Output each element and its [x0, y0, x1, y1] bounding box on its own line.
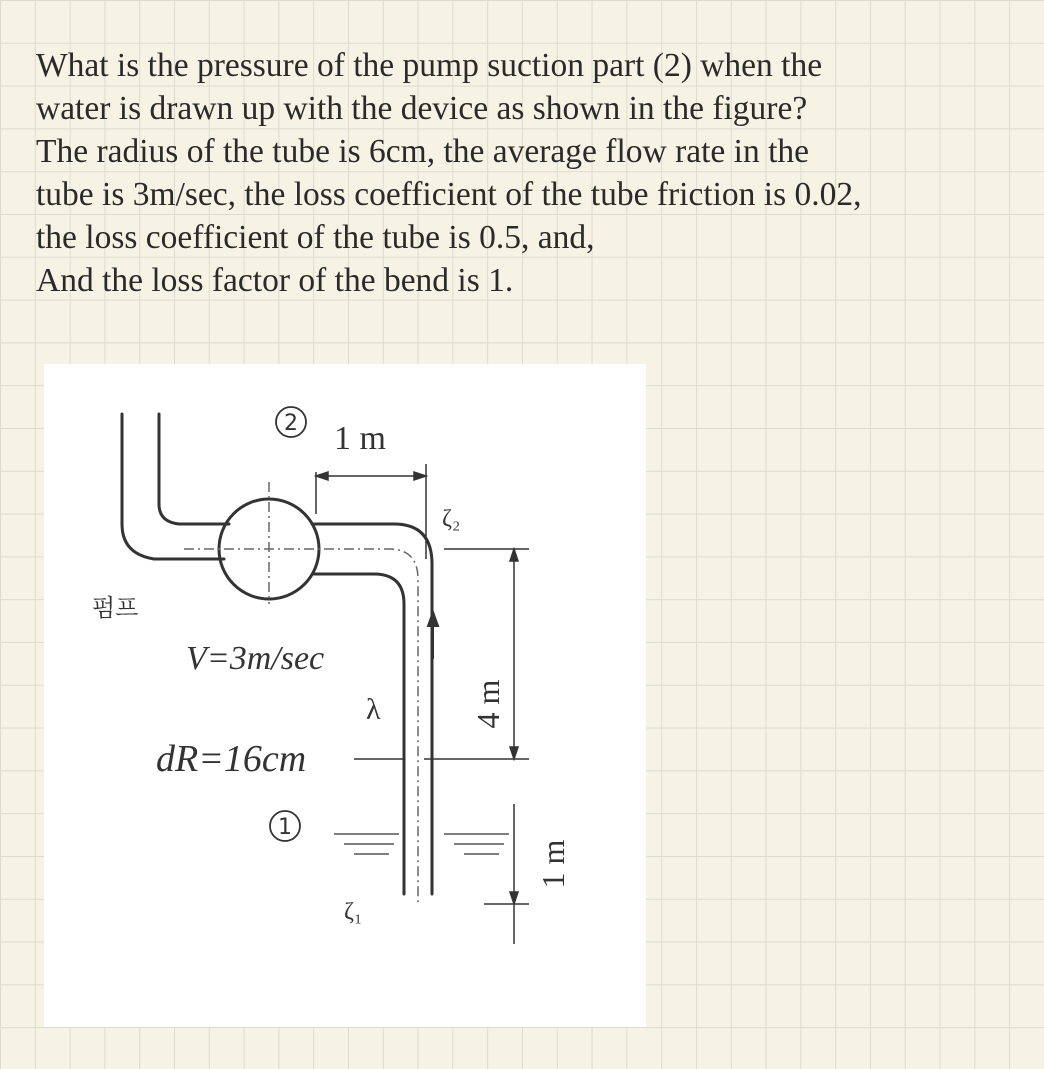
outlet-pipe-outer-wall [122, 414, 224, 559]
pipe-centerline [344, 549, 418, 904]
point1-label: 1 [278, 815, 292, 840]
zeta1-label: ζ₁ [344, 899, 363, 925]
pump-figure [44, 364, 646, 1027]
question-line: tube is 3m/sec, the loss coefficient of the tube friction is 0.02, [36, 176, 862, 213]
horizontal-dim-label: 1 m [334, 420, 386, 457]
pump-label: 펌프 [92, 594, 139, 622]
velocity-label: V=3m/sec [186, 640, 325, 677]
vertical-dim-1m-label: 1 m [535, 839, 571, 889]
vertical-dim-4m-label: 4 m [470, 679, 506, 729]
diameter-label: dR=16cm [156, 738, 307, 780]
question-line: The radius of the tube is 6cm, the average flow rate in the [36, 133, 810, 170]
zeta2-label: ζ₂ [442, 506, 461, 532]
question-line: What is the pressure of the pump suction part (2) when the [36, 47, 823, 84]
pipe-inner-wall [314, 574, 404, 894]
question-line: water is drawn up with the device as shown in the figure? [36, 90, 808, 127]
question-line: And the loss factor of the bend is 1. [36, 262, 514, 299]
outlet-pipe-inner-wall [159, 414, 229, 524]
pump-diagram [44, 364, 646, 1027]
point2-label: 2 [284, 411, 298, 436]
question-text [36, 44, 1026, 302]
question-line: the loss coefficient of the tube is 0.5, and, [36, 219, 595, 256]
lambda-label: λ [366, 693, 381, 726]
